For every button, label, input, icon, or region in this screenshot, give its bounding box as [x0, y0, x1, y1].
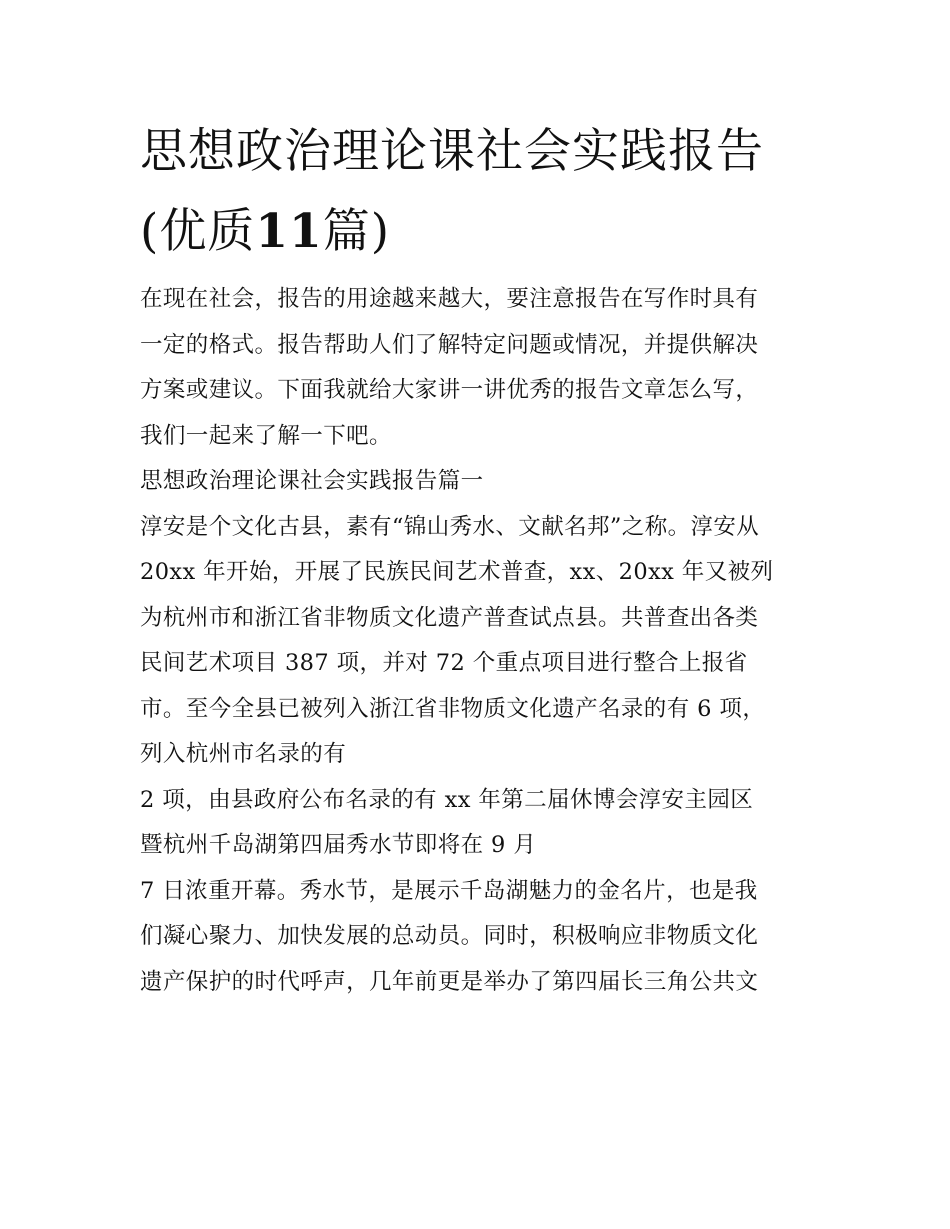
body-line-3: 方案或建议。下面我就给大家讲一讲优秀的报告文章怎么写，	[140, 377, 759, 403]
title-open: (优质	[140, 204, 256, 259]
body-line-1: 在现在社会，报告的用途越来越大，要注意报告在写作时具有	[140, 286, 759, 312]
body-line-9: 民间艺术项目 387 项，并对 72 个重点项目进行整合上报省	[140, 650, 748, 676]
body-line-14: 7 日浓重开幕。秀水节，是展示千岛湖魅力的金名片，也是我	[140, 877, 758, 904]
title-line-1: 思想政治理论课社会实践报告	[140, 124, 764, 179]
body-line-12: 2 项，由县政府公布名录的有 xx 年第二届休博会淳安主园区	[140, 786, 754, 813]
body-line-11: 列入杭州市名录的有	[140, 741, 347, 767]
body-line-13: 暨杭州千岛湖第四届秀水节即将在 9 月	[140, 832, 537, 858]
body-line-4: 我们一起来了解一下吧。	[140, 422, 392, 449]
body-line-15: 们凝心聚力、加快发展的总动员。同时，积极响应非物质文化	[140, 923, 759, 949]
title-close: 篇)	[322, 204, 391, 259]
title-count: 11	[255, 204, 323, 259]
body-line-10: 市。至今全县已被列入浙江省非物质文化遗产名录的有 6 项，	[140, 695, 766, 722]
document-title	[140, 112, 830, 272]
section-heading: 思想政治理论课社会实践报告篇一	[140, 468, 484, 494]
document-body	[140, 277, 820, 1005]
body-line-7: 20xx 年开始，开展了民族民间艺术普查，xx、20xx 年又被列	[140, 559, 774, 585]
body-line-16: 遗产保护的时代呼声，几年前更是举办了第四届长三角公共文	[140, 968, 759, 995]
body-line-6: 淳安是个文化古县，素有“锦山秀水、文献名邦”之称。淳安从	[140, 513, 760, 540]
body-line-8: 为杭州市和浙江省非物质文化遗产普查试点县。共普查出各类	[140, 604, 759, 631]
body-line-2: 一定的格式。报告帮助人们了解特定问题或情况，并提供解决	[140, 331, 759, 358]
